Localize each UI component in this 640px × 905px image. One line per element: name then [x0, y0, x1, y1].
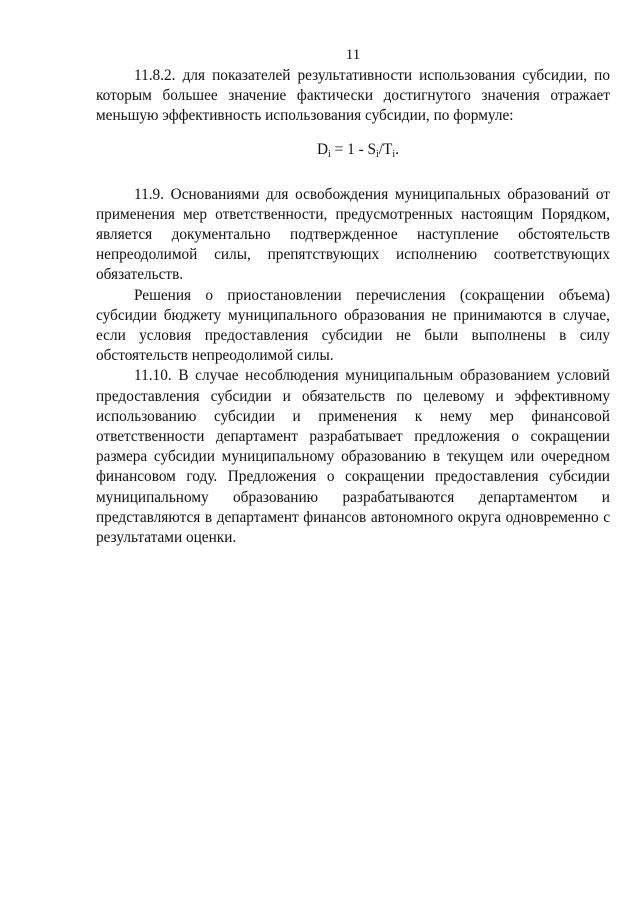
formula-divisor: /T	[378, 140, 393, 158]
paragraph-11-9: 11.9. Основаниями для освобождения муниципальных образований от применения мер ответственности, предусмотренных настоящим Порядком, является документально подтвержденное наступление обстоятельств непреодолимой силы, препятствующих исполнению соответствующих обязательств.	[96, 185, 610, 284]
document-page	[96, 46, 610, 548]
formula-lhs-subscript: i	[328, 148, 331, 160]
page-number: 11	[345, 47, 361, 63]
paragraph-11-8-2: 11.8.2. для показателей результативности использования субсидии, по которым большее значение фактически достигнутого значения отражает меньшую эффективность использования субсидии, по формуле:	[96, 67, 610, 125]
formula	[106, 140, 610, 165]
formula-middle: = 1 - S	[330, 140, 377, 158]
formula-t-subscript: i	[392, 148, 396, 160]
paragraph-11-10: 11.10. В случае несоблюдения муниципальным образованием условий предоставления субсидии и обязательств по целевому и эффективному использованию субсидии и применения к нему мер финансовой ответственности департамент разрабатывает предложения о сокращении размера субсидии муниципальному образованию в текущем или очередном финансовом году. Предложения о сокращении предоставления субсидии муниципальному образованию разрабатываются департаментом и представляются в департамент финансов автономного округа одновременно с результатами оценки.	[96, 367, 610, 547]
formula-end: .	[395, 140, 400, 158]
paragraph-decisions: Решения о приостановлении перечисления (сокращении объема) субсидии бюджету муниципального образования не принимаются в случае, если условия предоставления субсидии не были выполнены в силу обстоятельств непреодолимой силы.	[96, 286, 610, 365]
formula-lhs: D	[316, 140, 329, 158]
formula-s-subscript: i	[376, 148, 379, 160]
